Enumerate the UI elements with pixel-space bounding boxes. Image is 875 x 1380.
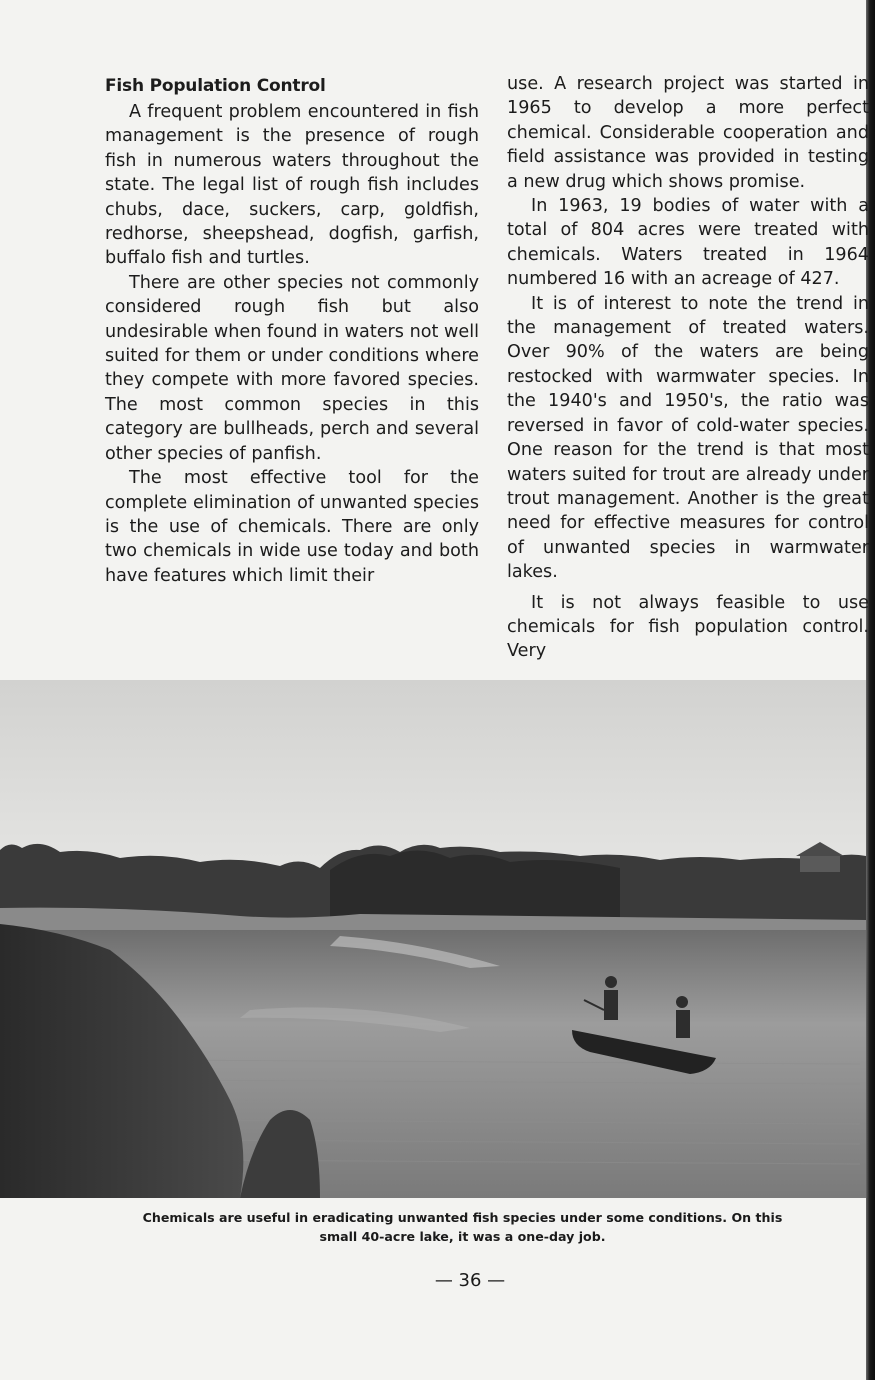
photo-caption: [100, 1208, 825, 1246]
lake-photo: [0, 680, 866, 1198]
section-heading: Fish Population Control: [105, 76, 326, 96]
paragraph: use. A research project was started in 1965 to develop a more perfect chemical. Considerable cooperation and field assistance was provided in testing a new drug which shows promise.: [507, 74, 869, 192]
right-column: [507, 72, 869, 664]
page-number: — 36 —: [434, 1270, 506, 1291]
caption-line: Chemicals are useful in eradicating unwanted fish species under some conditions. On this: [142, 1210, 783, 1225]
paragraph: A frequent problem encountered in fish management is the presence of rough fish in numerous waters throughout the state. The legal list of rough fish includes chubs, dace, suckers, carp, goldfish, redhorse, sheepshead, dogfish, garfish, buffalo fish and turtles.: [105, 102, 479, 269]
paragraph: The most effective tool for the complete elimination of unwanted species is the use of chemicals. There are only two chemicals in wide use today and both have features which limit their: [105, 468, 479, 586]
paragraph: It is of interest to note the trend in the management of treated waters. Over 90% of the waters are being restocked with warmwater species. In the 1940's and 1950's, the ratio was reversed in favor of cold-water species. One reason for the trend is that most waters suited for trout are already under trout management. Another is the great need for effective measures for control of unwanted species in warmwater lakes.: [507, 293, 869, 583]
sky: [0, 680, 866, 870]
caption-line: small 40-acre lake, it was a one-day job.: [319, 1229, 606, 1244]
paragraph: It is not always feasible to use chemicals for fish population control. Very: [507, 592, 869, 662]
paragraph: There are other species not commonly considered rough fish but also undesirable when found in waters not well suited for them or under conditions where they compete with more favored species. The most common species in this category are bullheads, perch and several other species of panfish.: [105, 272, 479, 464]
left-column: [105, 72, 479, 588]
paragraph: In 1963, 19 bodies of water with a total of 804 acres were treated with chemicals. Waters treated in 1964 numbered 16 with an acreage of 427.: [507, 196, 869, 290]
